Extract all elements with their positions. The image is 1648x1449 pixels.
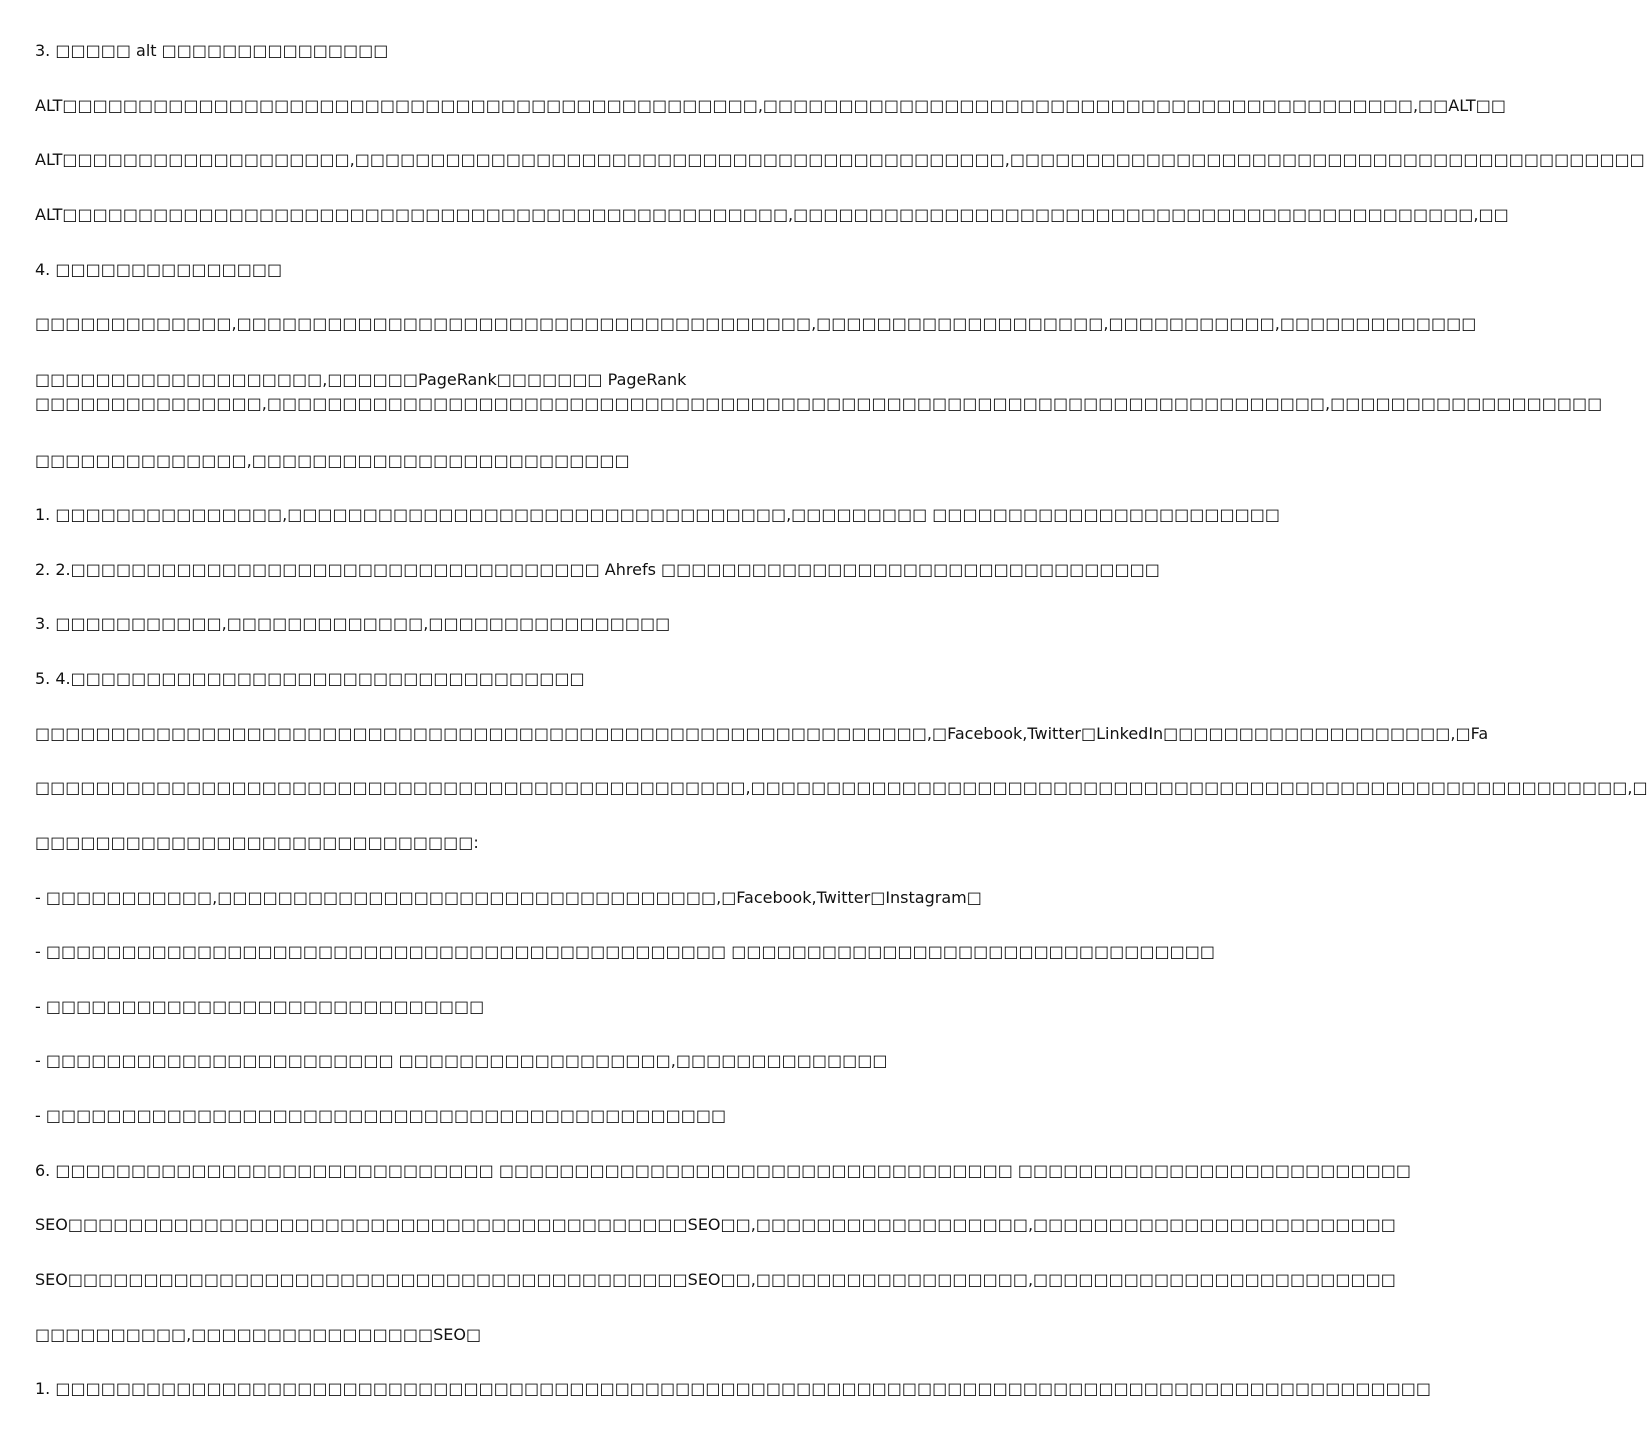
paragraph-seo-intro: □□□□□□□□□□,□□□□□□□□□□□□□□□□SEO□ (35, 1325, 482, 1344)
paragraph-seo-2: SEO□□□□□□□□□□□□□□□□□□□□□□□□□□□□□□□□□□□□□□□□□SEO□□,□□□□□□□□□□□□□□□□□□,□□□□□□□□□□□□□□□□□□□□□□□□ (35, 1270, 1396, 1289)
list-item-1: 1. □□□□□□□□□□□□□□□,□□□□□□□□□□□□□□□□□□□□□□□□□□□□□□□□□,□□□□□□□□□ □□□□□□□□□□□□□□□□□□□□□□□ (35, 505, 1280, 524)
bullet-item-4: - □□□□□□□□□□□□□□□□□□□□□□□ □□□□□□□□□□□□□□□□□□,□□□□□□□□□□□□□□ (35, 1051, 888, 1070)
paragraph-alt-3: ALT□□□□□□□□□□□□□□□□□□□□□□□□□□□□□□□□□□□□□□□□□□□□□□□□,□□□□□□□□□□□□□□□□□□□□□□□□□□□□□□□□□□□□□□□□□□□□□,□□ (35, 205, 1509, 224)
paragraph-seo-1: SEO□□□□□□□□□□□□□□□□□□□□□□□□□□□□□□□□□□□□□□□□□SEO□□,□□□□□□□□□□□□□□□□□□,□□□□□□□□□□□□□□□□□□□□□□□□ (35, 1215, 1396, 1234)
paragraph-social-intro: □□□□□□□□□□□□□□□□□□□□□□□□□□□□□: (35, 833, 479, 852)
paragraph-links-intro: □□□□□□□□□□□□□□,□□□□□□□□□□□□□□□□□□□□□□□□□ (35, 451, 630, 470)
heading-section-6: 6. □□□□□□□□□□□□□□□□□□□□□□□□□□□□□ □□□□□□□□□□□□□□□□□□□□□□□□□□□□□□□□□□ □□□□□□□□□□□□□□□□□□□□□□□□□□ (35, 1161, 1411, 1180)
paragraph-social-2: □□□□□□□□□□□□□□□□□□□□□□□□□□□□□□□□□□□□□□□□□□□□□□□,□□□□□□□□□□□□□□□□□□□□□□□□□□□□□□□□□□□□□□□□□□□□□□□□□□□□□□□□□□,□ (35, 778, 1648, 797)
bullet-item-3: - □□□□□□□□□□□□□□□□□□□□□□□□□□□□□ (35, 997, 485, 1016)
paragraph-links-1: □□□□□□□□□□□□□,□□□□□□□□□□□□□□□□□□□□□□□□□□□□□□□□□□□□□□,□□□□□□□□□□□□□□□□□□□,□□□□□□□□□□□,□□□□□□□□□□□□□ (35, 314, 1477, 333)
bullet-item-2: - □□□□□□□□□□□□□□□□□□□□□□□□□□□□□□□□□□□□□□□□□□□□□ □□□□□□□□□□□□□□□□□□□□□□□□□□□□□□□□ (35, 942, 1215, 961)
paragraph-social-1: □□□□□□□□□□□□□□□□□□□□□□□□□□□□□□□□□□□□□□□□□□□□□□□□□□□□□□□□□□□,□Facebook,Twitter□LinkedIn□□□□□□□□□□□□□□□□□□□,□Fa (35, 724, 1489, 743)
paragraph-pagerank-1: □□□□□□□□□□□□□□□□□□□,□□□□□□PageRank□□□□□□□ PageRank (35, 370, 687, 389)
paragraph-alt-1: ALT□□□□□□□□□□□□□□□□□□□□□□□□□□□□□□□□□□□□□□□□□□□□□□,□□□□□□□□□□□□□□□□□□□□□□□□□□□□□□□□□□□□□□□□□□□,□□ALT□□ (35, 96, 1506, 115)
list-item-seo-1: 1. □□□□□□□□□□□□□□□□□□□□□□□□□□□□□□□□□□□□□□□□□□□□□□□□□□□□□□□□□□□□□□□□□□□□□□□□□□□□□□□□□□□□□□□□□□□ (35, 1379, 1432, 1398)
heading-section-4: 4. □□□□□□□□□□□□□□□ (35, 260, 283, 279)
bullet-item-5: - □□□□□□□□□□□□□□□□□□□□□□□□□□□□□□□□□□□□□□□□□□□□□ (35, 1106, 727, 1125)
bullet-item-1: - □□□□□□□□□□□,□□□□□□□□□□□□□□□□□□□□□□□□□□□□□□□□□,□Facebook,Twitter□Instagram□ (35, 888, 982, 907)
heading-alt-tags: 3. □□□□□ alt □□□□□□□□□□□□□□□ (35, 41, 389, 60)
paragraph-pagerank-2: □□□□□□□□□□□□□□□,□□□□□□□□□□□□□□□□□□□□□□□□□□□□□□□□□□□□□□□□□□□□□□□□□□□□□□□□□□□□□□□□□□□□□□,□□□□□□□□□□□□□□□□□□ (35, 394, 1603, 413)
paragraph-alt-2: ALT□□□□□□□□□□□□□□□□□□□,□□□□□□□□□□□□□□□□□□□□□□□□□□□□□□□□□□□□□□□□□□□,□□□□□□□□□□□□□□□□□□□□□□□□□□□□□□□□□□□□□□□□□□ (35, 150, 1645, 169)
list-item-2-ahrefs: 2. 2.□□□□□□□□□□□□□□□□□□□□□□□□□□□□□□□□□□□ Ahrefs □□□□□□□□□□□□□□□□□□□□□□□□□□□□□□□□□ (35, 560, 1160, 579)
heading-section-5: 5. 4.□□□□□□□□□□□□□□□□□□□□□□□□□□□□□□□□□□ (35, 669, 585, 688)
list-item-3: 3. □□□□□□□□□□□,□□□□□□□□□□□□□,□□□□□□□□□□□□□□□□ (35, 614, 671, 633)
